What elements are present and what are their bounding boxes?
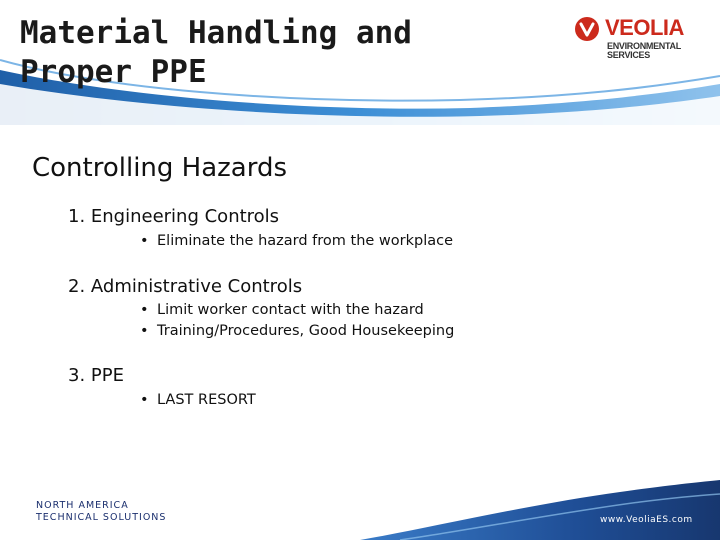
- bullet-item: • Eliminate the hazard from the workplace: [140, 231, 453, 252]
- administrative-bullets: [140, 300, 454, 342]
- slide-title-line2: Proper PPE: [20, 54, 207, 90]
- logo-wordmark: VEOLIA: [605, 15, 684, 40]
- list-item-ppe: 3. PPE: [68, 365, 124, 386]
- list-item-engineering: 1. Engineering Controls: [68, 206, 280, 227]
- section-title: Controlling Hazards: [32, 153, 288, 183]
- bullet-item: • Limit worker contact with the hazard: [140, 300, 454, 321]
- list-item-administrative: 2. Administrative Controls: [68, 276, 303, 297]
- veolia-emblem-icon: [574, 16, 600, 42]
- veolia-logo: [574, 12, 704, 64]
- slide-title-line1: Material Handling and: [20, 15, 412, 51]
- slide-title: [20, 14, 490, 92]
- footer-org-line1: NORTH AMERICA: [36, 500, 129, 511]
- engineering-bullets: [140, 231, 453, 252]
- logo-subtitle: [607, 42, 703, 60]
- bullet-item: • Training/Procedures, Good Housekeeping: [140, 321, 454, 342]
- footer-org-line2: TECHNICAL SOLUTIONS: [36, 512, 167, 523]
- logo-subtitle-line1: ENVIRONMENTAL: [607, 41, 681, 51]
- logo-subtitle-line2: SERVICES: [607, 50, 650, 60]
- footer-url-link[interactable]: www.VeoliaES.com: [600, 515, 693, 525]
- ppe-bullets: [140, 390, 256, 411]
- bullet-item: • LAST RESORT: [140, 390, 256, 411]
- footer-organization: [36, 500, 166, 524]
